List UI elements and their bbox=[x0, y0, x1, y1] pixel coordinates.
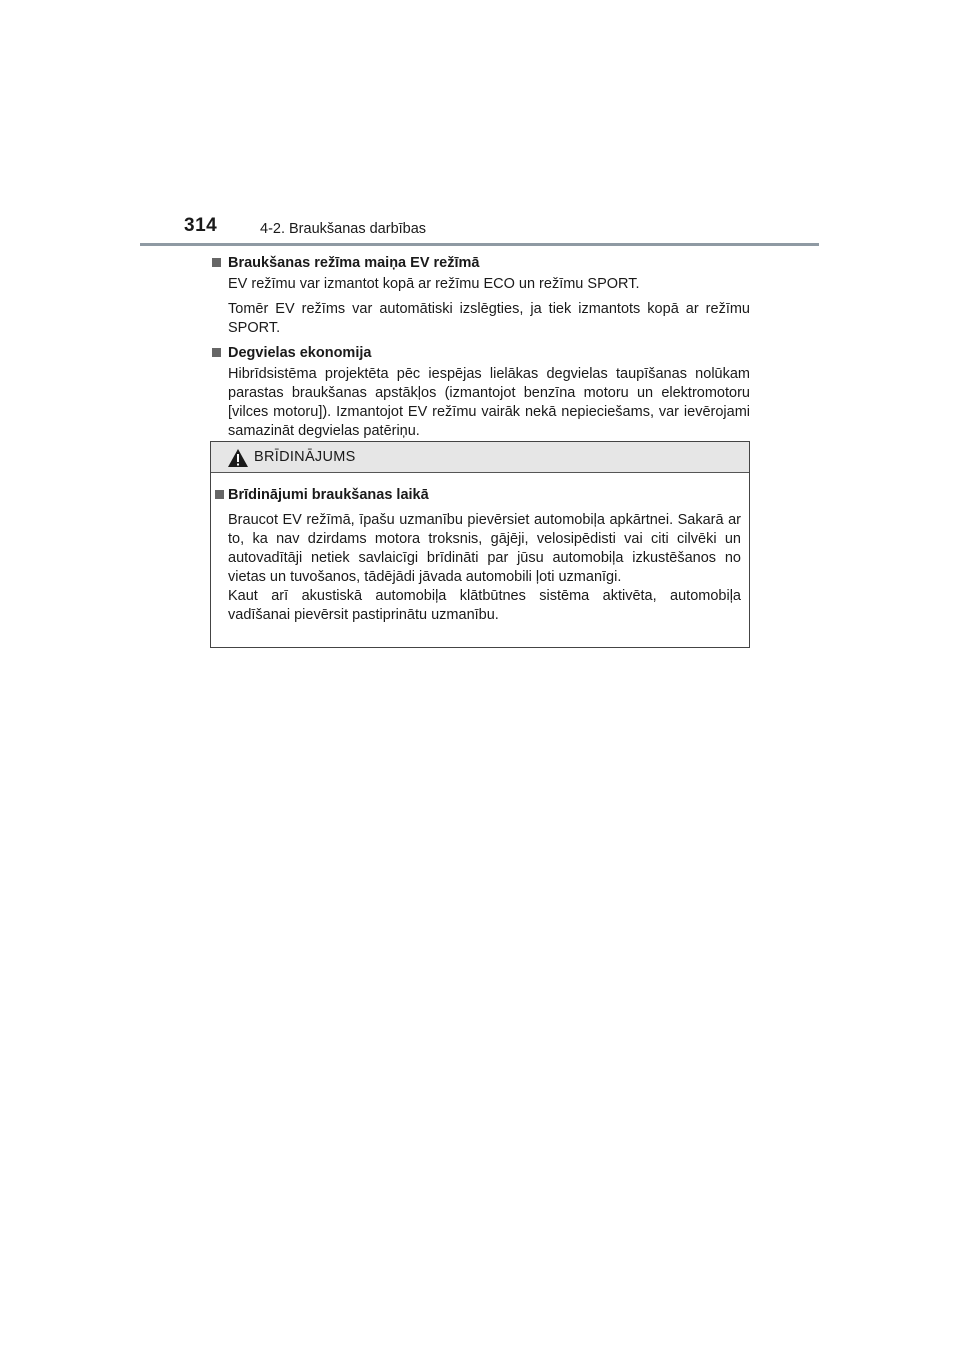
warning-paragraph: Kaut arī akustiskā automobiļa klātbūtnes sistēma aktivēta, automobiļa vadīšanai pievērsit pastiprinātu uzmanību. bbox=[228, 588, 741, 623]
page-header bbox=[0, 0, 960, 250]
square-bullet-icon bbox=[215, 490, 224, 499]
paragraph: Tomēr EV režīms var automātiski izslēgties, ja tiek izmantots kopā ar režīmu SPORT. bbox=[228, 301, 750, 336]
square-bullet-icon bbox=[212, 348, 221, 357]
section-title: 4-2. Braukšanas darbības bbox=[260, 221, 427, 237]
subsection-heading bbox=[210, 344, 750, 441]
subsection-title: Braukšanas režīma maiņa EV režīmā bbox=[228, 255, 480, 271]
header-divider bbox=[140, 243, 819, 246]
paragraph: EV režīmu var izmantot kopā ar režīmu ECO un režīmu SPORT. bbox=[228, 276, 640, 292]
warning-subheading bbox=[211, 486, 749, 505]
square-bullet-icon bbox=[212, 258, 221, 267]
warning-box bbox=[210, 441, 750, 648]
warning-paragraph: Braucot EV režīmā, īpašu uzmanību pievērsiet automobiļa apkārtnei. Sakarā ar to, ka nav dzirdams motora troksnis, gājēji, velosipēdisti vai citi cilvēki un autovadītāji netiek savlaicīgi brīdināti par jūsu automobiļa izkustēšanos no vietas un tuvošanos, tādējādi jāvada automobili ļoti uzmanīgi. bbox=[228, 512, 741, 585]
subsection-heading bbox=[210, 254, 750, 338]
page-number: 314 bbox=[184, 215, 218, 236]
main-content bbox=[210, 254, 750, 447]
warning-label: BRĪDINĀJUMS bbox=[254, 449, 356, 465]
warning-header bbox=[211, 442, 749, 473]
warning-triangle-icon bbox=[227, 448, 249, 468]
paragraph: Hibrīdsistēma projektēta pēc iespējas lielākas degvielas taupīšanas nolūkam parastas braukšanas apstākļos (izmantojot benzīna motoru un elektromotoru [vilces motoru]). Izmantojot EV režīmu vairāk nekā nepieciešams, var ievērojami samazināt degvielas patēriņu. bbox=[228, 366, 750, 439]
warning-body bbox=[211, 473, 749, 625]
warning-title: Brīdinājumi braukšanas laikā bbox=[228, 487, 429, 503]
subsection-title: Degvielas ekonomija bbox=[228, 345, 372, 361]
